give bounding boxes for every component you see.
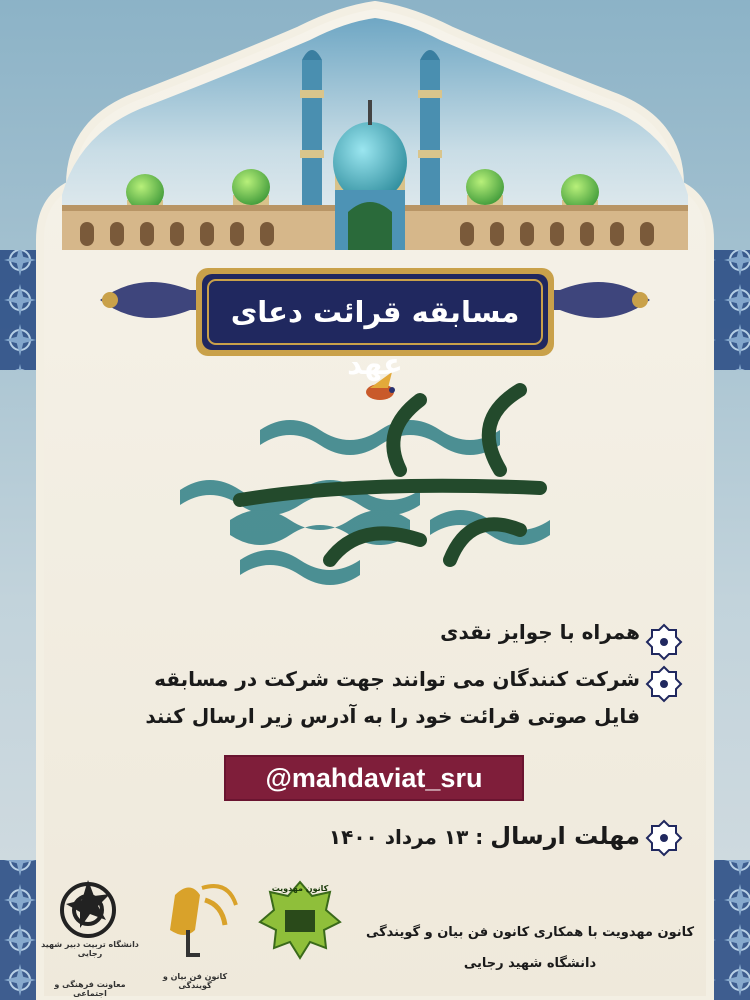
bullet-star-icon-3 [647,821,681,855]
bullet-participants: شرکت کنندگان می توانند جهت شرکت در مسابقه [154,667,640,691]
tile-ornament-left-top [0,250,40,370]
poster-title: مسابقه قرائت دعای عهد [230,295,520,381]
tile-ornament-right-bottom [712,860,750,1000]
tile-ornament-left-bottom [0,860,40,1000]
mahdaviat-logo-caption: کانون مهدویت [271,884,329,893]
social-handle-link[interactable]: @mahdaviat_sru [265,763,483,793]
bullet-star-icon-2 [647,667,681,701]
credit-line-1: کانون مهدویت با همکاری کانون فن بیان و گویندگی [365,925,695,940]
deadline-label: مهلت ارسال [490,822,640,850]
tile-ornament-right-top [712,250,750,370]
deadline [329,822,640,850]
bullet-send-audio: فایل صوتی قرائت خود را به آدرس زیر ارسال کنند [145,704,640,728]
credit-line-2: دانشگاه شهید رجایی [463,956,597,971]
bullet-cash-prizes: همراه با جوایز نقدی [440,620,640,644]
speech-club-logo-caption: کانون فن بیان و گویندگی [162,972,228,990]
bullet-star-icon-1 [647,625,681,659]
deadline-value: : ۱۳ مرداد ۱۴۰۰ [328,825,484,849]
university-logo-caption-2: معاونت فرهنگی و اجتماعی [54,980,126,998]
university-logo-caption-1: دانشگاه تربیت دبیر شهید رجایی [41,940,139,958]
